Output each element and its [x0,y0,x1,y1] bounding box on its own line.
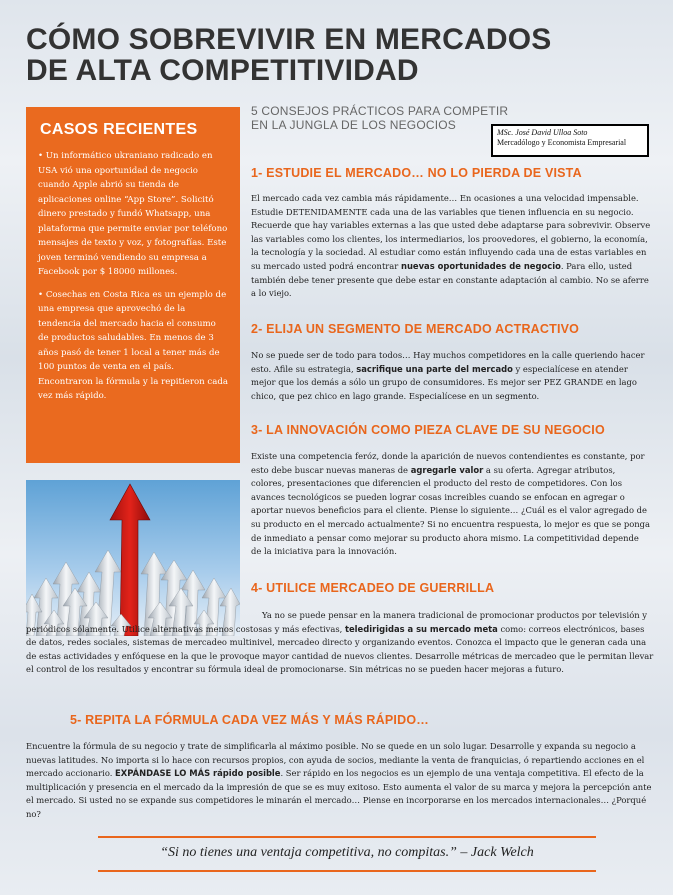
section-4-text: Ya no se puede pensar en la manera tradicional de promocionar productos por televisión y periódicos sólamente. Utilice alternativas menos costosas y más efectivas, teledirigidas a su mercado meta como: correos electrónicos, bases de datos, redes sociales, sistemas de mercadeo multinivel, mercadeo directo y organizando eventos. Conozca el impacto que le generan cada una de estas actividades y enfóquese en la que le provoque mayor cantidad de nuevos clientes. Desarrolle métricas de mercadeo que le permitan llevar el control de los resultados y encontrar su fórmula ideal de promocionarse. Sin métricas no se pueden hacer mejoras a futuro. [26,610,654,675]
section-3-text: Existe una competencia feróz, donde la aparición de nuevos contendientes es constante, por esto debe buscar nuevas maneras de agregarle valor a su oferta. Agregar atributos, colores, presentaciones que diferencien el producto del resto de competidores. Con los avances tecnológicos se pueden lograr cosas increibles cuando se enfocan en agregar o aportar nuevos beneficios para el cliente. Piense lo siguiente… ¿Cuál es el valor agregado de su producto en el mercado actualmente? Si no encuentra respuesta, lo mejor es que se ponga de inmediato a pensar como mejorar su producto ahora mismo. La competitividad depende de la iniciativa para la innovación. [251,451,650,557]
case-whatsapp: • Un informático ukraniano radicado en USA vió una oportunidad de negocio cuando Apple abrió su tienda de aplicaciones online “App Store”. Solicitó dinero prestado y fundó Whatsapp, una plataforma que permite enviar por teléfono mensajes de texto y voz, y fotografías. Este joven terminó vendiendo su empresa a Facebook por $ 18000 millones. [38,151,228,277]
section-2-text: No se puede ser de todo para todos… Hay muchos competidores en la calle queriendo hacer esto. Afile su estrategia, sacrifique una parte del mercado y especialícese en atender mejor que los demás a sólo un grupo de consumidores. Es mejor ser PEZ GRANDE en lago chico, que pez chico en lago grande. Especialícese en un segmento. [251,350,645,401]
case-cosechas: • Cosechas en Costa Rica es un ejemplo de una empresa que aprovechó de la tendencia del mercado hacia el consumo de productos saludables. En menos de 3 años pasó de tener 1 local a tener más de 100 puntos de venta en el país. Encontraron la fórmula y la repitieron cada vez más rápido. [38,289,228,401]
author-name: MSc. José David Ulloa Soto [497,128,588,137]
recent-cases-box [26,107,240,463]
recent-cases-heading: CASOS RECIENTES [40,121,198,138]
author-box [491,124,649,157]
page-title [26,24,656,86]
author-role: Mercadólogo y Economista Empresarial [497,138,627,147]
section-5-heading: 5- REPITA LA FÓRMULA CADA VEZ MÁS Y MÁS RÁPIDO… [70,713,429,727]
title-line-1: CÓMO SOBREVIVIR EN MERCADOS [26,23,552,56]
section-1-text: El mercado cada vez cambia más rápidamente… En ocasiones a una velocidad impensable. Estudie DETENIDAMENTE cada una de las variables que tienen influencia en su negocio. Recuerde que hay variables externas a las que usted debe adaptarse para sobrevivir. Observe las variables como los clientes, los intermediarios, los proovedores, el gobierno, la economía, la tecnología y la sociedad. Al estudiar como están influyendo cada una de estas variables en su mercado usted podrá encontrar nuevas oportunidades de negocio. Para ello, usted también debe tener presente que debe estar en constante adaptación al cambio. No se aferre a lo viejo. [251,193,651,299]
subtitle-line-1: 5 CONSEJOS PRÁCTICOS PARA COMPETIR [251,104,509,118]
section-3-heading: 3- LA INNOVACIÓN COMO PIEZA CLAVE DE SU NEGOCIO [251,423,605,437]
section-1-heading: 1- ESTUDIE EL MERCADO… NO LO PIERDA DE VISTA [251,166,582,180]
quote-bottom-rule [98,870,596,872]
title-line-2: DE ALTA COMPETITIVIDAD [26,54,419,87]
section-2-heading: 2- ELIJA UN SEGMENTO DE MERCADO ACTRACTIVO [251,322,580,336]
section-4-heading: 4- UTILICE MERCADEO DE GUERRILLA [251,581,495,595]
subtitle-line-2: EN LA JUNGLA DE LOS NEGOCIOS [251,118,456,132]
quote-top-rule [98,836,596,838]
closing-quote: “Si no tienes una ventaja competitiva, no compitas.” – Jack Welch [160,845,534,860]
section-5-text: Encuentre la fórmula de su negocio y trate de simplificarla al máximo posible. No se quede en un solo lugar. Desarrolle y expanda su negocio a nuevas latitudes. No importa si lo hace con recursos propios, con ayuda de socios, mediante la venta de franquicias, ó repartiendo acciones en el mercado accionario. EXPÁNDASE LO MÁS rápido posible. Ser rápido en los negocios es un ejemplo de una ventaja competitiva. El efecto de la multiplicación y presencia en el mercado da la impresión de que se es muy exitoso. Esto aumenta el valor de su marca y mejora la percepción ante el mercado. Si usted no se expande sus competidores le minarán el mercado… Piense en incorporarse en los mercados internacionales… ¿Porqué no? [26,741,652,819]
